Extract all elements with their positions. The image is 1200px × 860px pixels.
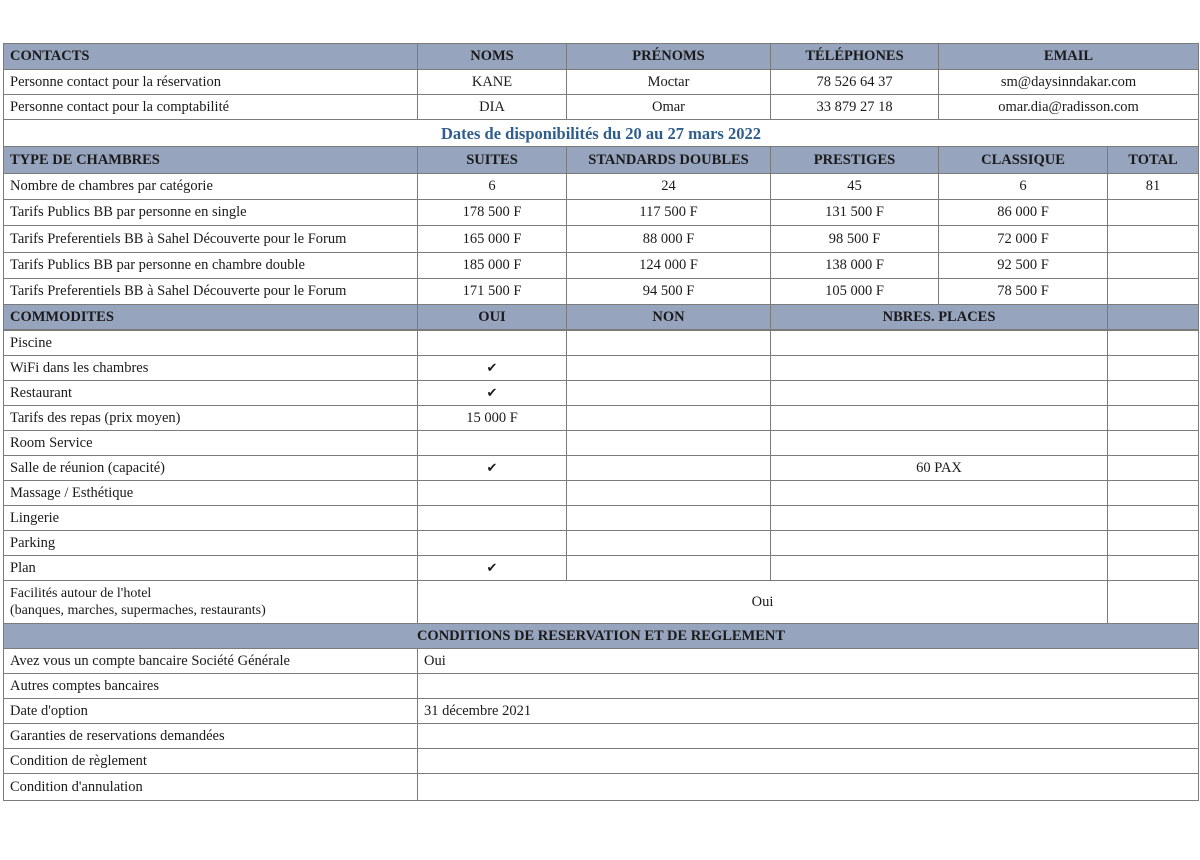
amenity-non — [567, 406, 771, 431]
hotel-information-sheet — [3, 43, 1198, 801]
commodites-header: COMMODITES — [4, 305, 418, 330]
suites-value: 185 000 F — [418, 253, 567, 279]
suites-value: 178 500 F — [418, 200, 567, 226]
standards-doubles-value: 24 — [567, 174, 771, 200]
amenity-non — [567, 381, 771, 406]
standards-doubles-value: 88 000 F — [567, 226, 771, 253]
condition-row — [4, 699, 1199, 724]
amenity-non — [567, 356, 771, 381]
condition-value: 31 décembre 2021 — [418, 699, 1199, 724]
amenity-non — [567, 431, 771, 456]
amenity-label: Plan — [4, 556, 418, 581]
amenities-header-row — [4, 305, 1199, 330]
amenity-row — [4, 481, 1199, 506]
total-value — [1108, 279, 1199, 305]
rooms-row-label: Tarifs Publics BB par personne en chambre double — [4, 253, 418, 279]
amenity-row — [4, 381, 1199, 406]
contacts-header: CONTACTS — [4, 44, 418, 70]
total-value — [1108, 253, 1199, 279]
amenity-places — [771, 506, 1108, 531]
amenity-places: 60 PAX — [771, 456, 1108, 481]
amenity-empty-cell — [1108, 431, 1199, 456]
noms-header: NOMS — [418, 44, 567, 70]
amenity-label: Lingerie — [4, 506, 418, 531]
condition-value — [418, 774, 1199, 801]
total-value — [1108, 200, 1199, 226]
condition-label: Date d'option — [4, 699, 418, 724]
amenity-places — [771, 381, 1108, 406]
checkmark-icon: ✔ — [418, 456, 567, 481]
contact-first-name: Moctar — [567, 70, 771, 95]
condition-label: Autres comptes bancaires — [4, 674, 418, 699]
rooms-row-label: Tarifs Publics BB par personne en single — [4, 200, 418, 226]
amenity-empty-cell — [1108, 406, 1199, 431]
condition-label: Garanties de reservations demandées — [4, 724, 418, 749]
amenity-empty-cell — [1108, 481, 1199, 506]
classique-value: 86 000 F — [939, 200, 1108, 226]
amenity-label: Massage / Esthétique — [4, 481, 418, 506]
amenity-row — [4, 456, 1199, 481]
room-type-header: TYPE DE CHAMBRES — [4, 147, 418, 174]
amenity-non — [567, 481, 771, 506]
amenity-label: Piscine — [4, 331, 418, 356]
suites-value: 6 — [418, 174, 567, 200]
facilities-label-line2: (banques, marches, supermaches, restaurants) — [10, 603, 266, 618]
checkmark-icon: ✔ — [418, 356, 567, 381]
condition-row — [4, 649, 1199, 674]
amenity-empty-cell — [1108, 556, 1199, 581]
amenity-label: WiFi dans les chambres — [4, 356, 418, 381]
amenity-empty-cell — [1108, 506, 1199, 531]
amenities-table — [3, 330, 1199, 801]
non-header: NON — [567, 305, 771, 330]
rooms-row-label: Nombre de chambres par catégorie — [4, 174, 418, 200]
condition-value — [418, 749, 1199, 774]
amenity-oui — [418, 481, 567, 506]
amenity-places — [771, 331, 1108, 356]
amenity-label: Restaurant — [4, 381, 418, 406]
contact-email: sm@daysinndakar.com — [939, 70, 1199, 95]
contacts-header-row — [4, 44, 1199, 70]
rooms-row — [4, 226, 1199, 253]
amenity-label: Tarifs des repas (prix moyen) — [4, 406, 418, 431]
rooms-row — [4, 253, 1199, 279]
rooms-row — [4, 279, 1199, 305]
telephones-header: TÉLÉPHONES — [771, 44, 939, 70]
prenoms-header: PRÉNOMS — [567, 44, 771, 70]
amenity-oui — [418, 506, 567, 531]
prestiges-value: 98 500 F — [771, 226, 939, 253]
total-header: TOTAL — [1108, 147, 1199, 174]
amenity-empty-cell — [1108, 531, 1199, 556]
condition-row — [4, 724, 1199, 749]
contact-role: Personne contact pour la réservation — [4, 70, 418, 95]
availability-row — [4, 120, 1199, 147]
contact-phone: 78 526 64 37 — [771, 70, 939, 95]
amenity-row — [4, 531, 1199, 556]
availability-title: Dates de disponibilités du 20 au 27 mars 2022 — [4, 120, 1199, 147]
classique-header: CLASSIQUE — [939, 147, 1108, 174]
classique-value: 6 — [939, 174, 1108, 200]
facilities-row — [4, 581, 1199, 624]
amenity-non — [567, 331, 771, 356]
condition-label: Avez vous un compte bancaire Société Générale — [4, 649, 418, 674]
condition-row — [4, 749, 1199, 774]
condition-value: Oui — [418, 649, 1199, 674]
contact-last-name: DIA — [418, 95, 567, 120]
amenity-places — [771, 431, 1108, 456]
prestiges-value: 131 500 F — [771, 200, 939, 226]
standards-doubles-value: 124 000 F — [567, 253, 771, 279]
rooms-row-label: Tarifs Preferentiels BB à Sahel Découverte pour le Forum — [4, 226, 418, 253]
amenity-oui — [418, 331, 567, 356]
condition-row — [4, 774, 1199, 801]
amenity-empty-cell — [1108, 356, 1199, 381]
prestiges-value: 138 000 F — [771, 253, 939, 279]
amenity-row — [4, 356, 1199, 381]
standards-doubles-value: 94 500 F — [567, 279, 771, 305]
condition-label: Condition d'annulation — [4, 774, 418, 801]
standards-doubles-header: STANDARDS DOUBLES — [567, 147, 771, 174]
amenity-oui: 15 000 F — [418, 406, 567, 431]
amenity-non — [567, 506, 771, 531]
amenity-places — [771, 556, 1108, 581]
amenity-row — [4, 556, 1199, 581]
amenity-non — [567, 531, 771, 556]
amenity-empty-cell — [1108, 331, 1199, 356]
email-header: EMAIL — [939, 44, 1199, 70]
facilities-empty-cell — [1108, 581, 1199, 624]
amenity-row — [4, 406, 1199, 431]
classique-value: 78 500 F — [939, 279, 1108, 305]
hotel-info-table — [3, 43, 1199, 330]
prestiges-header: PRESTIGES — [771, 147, 939, 174]
condition-value — [418, 674, 1199, 699]
contact-first-name: Omar — [567, 95, 771, 120]
suites-value: 165 000 F — [418, 226, 567, 253]
amenity-oui — [418, 431, 567, 456]
facilities-label — [4, 581, 418, 624]
empty-header-cell — [1108, 305, 1199, 330]
amenity-places — [771, 356, 1108, 381]
amenity-row — [4, 331, 1199, 356]
facilities-value: Oui — [418, 581, 1108, 624]
rooms-header-row — [4, 147, 1199, 174]
classique-value: 72 000 F — [939, 226, 1108, 253]
amenity-empty-cell — [1108, 381, 1199, 406]
contact-role: Personne contact pour la comptabilité — [4, 95, 418, 120]
prestiges-value: 45 — [771, 174, 939, 200]
suites-header: SUITES — [418, 147, 567, 174]
rooms-row-label: Tarifs Preferentiels BB à Sahel Découverte pour le Forum — [4, 279, 418, 305]
condition-row — [4, 674, 1199, 699]
amenity-label: Parking — [4, 531, 418, 556]
contact-row — [4, 95, 1199, 120]
condition-label: Condition de règlement — [4, 749, 418, 774]
checkmark-icon: ✔ — [418, 381, 567, 406]
prestiges-value: 105 000 F — [771, 279, 939, 305]
contact-row — [4, 70, 1199, 95]
places-header: NBRES. PLACES — [771, 305, 1108, 330]
amenity-places — [771, 531, 1108, 556]
amenity-label: Salle de réunion (capacité) — [4, 456, 418, 481]
amenity-oui — [418, 531, 567, 556]
checkmark-icon: ✔ — [418, 556, 567, 581]
conditions-header-row — [4, 624, 1199, 649]
suites-value: 171 500 F — [418, 279, 567, 305]
contact-email: omar.dia@radisson.com — [939, 95, 1199, 120]
amenity-places — [771, 406, 1108, 431]
standards-doubles-value: 117 500 F — [567, 200, 771, 226]
amenity-empty-cell — [1108, 456, 1199, 481]
contact-phone: 33 879 27 18 — [771, 95, 939, 120]
rooms-row — [4, 174, 1199, 200]
amenity-non — [567, 556, 771, 581]
oui-header: OUI — [418, 305, 567, 330]
total-value — [1108, 226, 1199, 253]
total-value: 81 — [1108, 174, 1199, 200]
conditions-header: CONDITIONS DE RESERVATION ET DE REGLEMENT — [4, 624, 1199, 649]
rooms-row — [4, 200, 1199, 226]
amenity-row — [4, 506, 1199, 531]
classique-value: 92 500 F — [939, 253, 1108, 279]
amenity-places — [771, 481, 1108, 506]
amenity-non — [567, 456, 771, 481]
facilities-label-line1: Facilités autour de l'hotel — [10, 586, 152, 601]
amenity-label: Room Service — [4, 431, 418, 456]
contact-last-name: KANE — [418, 70, 567, 95]
amenity-row — [4, 431, 1199, 456]
condition-value — [418, 724, 1199, 749]
